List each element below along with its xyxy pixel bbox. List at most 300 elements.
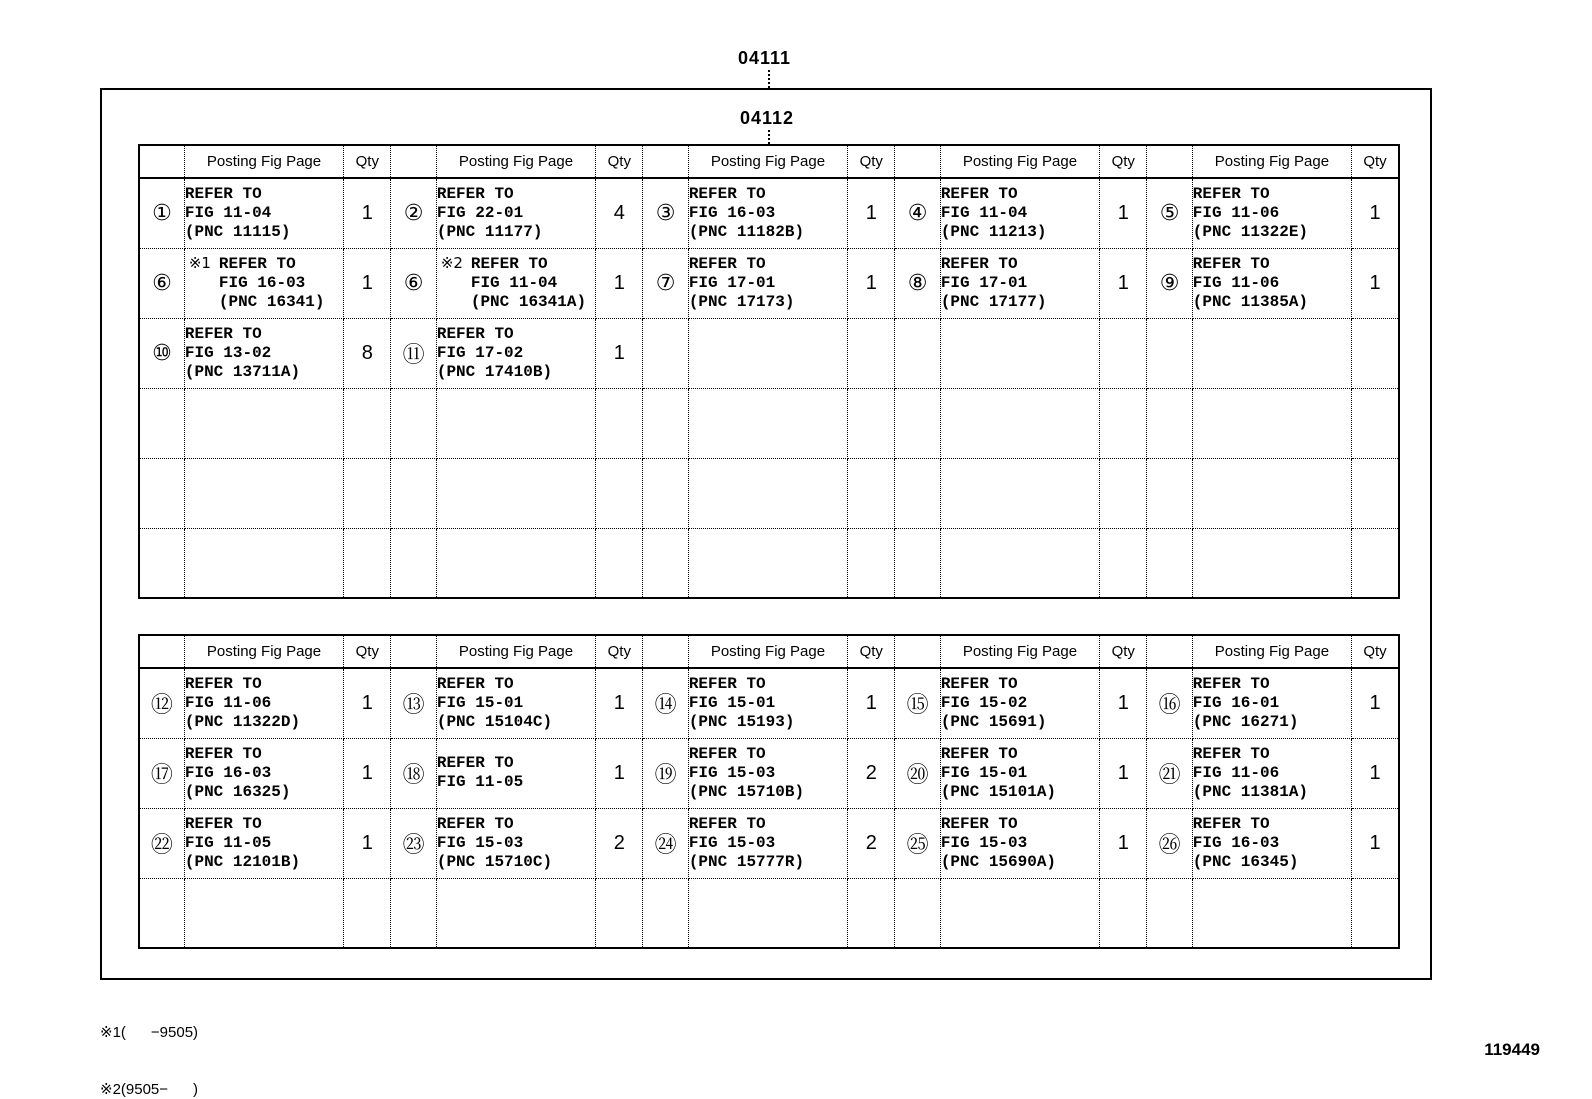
header-num (139, 145, 184, 178)
reference-text: REFER TO (1192, 184, 1270, 203)
quantity: 1 (848, 668, 895, 738)
header-qty: Qty (1100, 145, 1147, 178)
item-number: ㉑ (1147, 738, 1192, 808)
item-number: ㉔ (643, 808, 688, 878)
header-row (139, 635, 1399, 668)
reference-text: REFER TO (184, 184, 262, 203)
reference-cell (184, 388, 343, 458)
quantity (848, 318, 895, 388)
quantity (1352, 878, 1399, 948)
item-number: ㉖ (1147, 808, 1192, 878)
quantity: 1 (344, 738, 391, 808)
reference-text: FIG 17-01 (940, 273, 1028, 292)
reference-text: REFER TO (470, 255, 548, 273)
header-qty: Qty (344, 635, 391, 668)
item-number (391, 388, 436, 458)
reference-cell (1192, 388, 1351, 458)
quantity: 2 (596, 808, 643, 878)
item-number (1147, 528, 1192, 598)
header-posting-fig-page: Posting Fig Page (436, 145, 595, 178)
quantity: 2 (848, 808, 895, 878)
quantity (596, 528, 643, 598)
reference-cell (688, 878, 847, 948)
reference-text: FIG 11-04 (940, 203, 1028, 222)
reference-text: REFER TO (688, 814, 766, 833)
header-qty: Qty (596, 145, 643, 178)
reference-line (689, 204, 847, 223)
item-number: ⑥ (391, 248, 436, 318)
quantity (344, 388, 391, 458)
reference-text: REFER TO (436, 184, 514, 203)
reference-line (1193, 783, 1351, 802)
reference-text: (PNC 16271) (1192, 712, 1299, 731)
reference-text: FIG 11-06 (1192, 763, 1280, 782)
parts-table-top (138, 144, 1400, 599)
header-posting-fig-page: Posting Fig Page (940, 145, 1099, 178)
item-number (1147, 878, 1192, 948)
table-row (139, 248, 1399, 318)
reference-text: REFER TO (218, 255, 296, 273)
reference-line (437, 773, 595, 792)
table-row (139, 808, 1399, 878)
reference-text: REFER TO (940, 814, 1018, 833)
reference-text: REFER TO (1192, 814, 1270, 833)
reference-cell (940, 248, 1099, 318)
reference-cell (436, 668, 595, 738)
item-number (139, 458, 184, 528)
table-row (139, 668, 1399, 738)
reference-cell (688, 178, 847, 248)
reference-line (941, 713, 1099, 732)
reference-line (941, 834, 1099, 853)
quantity (344, 878, 391, 948)
header-posting-fig-page: Posting Fig Page (184, 635, 343, 668)
reference-line (689, 675, 847, 694)
reference-text: FIG 11-05 (436, 773, 524, 791)
table-row (139, 528, 1399, 598)
reference-text: FIG 15-02 (940, 693, 1028, 712)
reference-text: (PNC 17410B) (436, 362, 553, 381)
reference-text: (PNC 15691) (940, 712, 1047, 731)
reference-line (185, 713, 343, 732)
reference-cell (940, 178, 1099, 248)
reference-text: (PNC 17173) (688, 292, 795, 311)
drawing-number: 119449 (1484, 1040, 1540, 1059)
reference-text: REFER TO (1192, 744, 1270, 763)
reference-cell (184, 878, 343, 948)
header-qty: Qty (1352, 635, 1399, 668)
header-qty: Qty (596, 635, 643, 668)
reference-line (437, 754, 595, 773)
reference-line (185, 204, 343, 223)
item-number: ⑰ (139, 738, 184, 808)
item-number: ② (391, 178, 436, 248)
item-number (391, 528, 436, 598)
reference-cell (940, 318, 1099, 388)
reference-text: (PNC 17177) (940, 292, 1047, 311)
reference-cell (688, 668, 847, 738)
quantity: 1 (344, 668, 391, 738)
item-number: ⑨ (1147, 248, 1192, 318)
quantity: 1 (1352, 668, 1399, 738)
reference-cell (688, 528, 847, 598)
reference-line (437, 834, 595, 853)
reference-cell (940, 878, 1099, 948)
reference-line (1193, 745, 1351, 764)
item-number: ⑬ (391, 668, 436, 738)
reference-text: FIG 17-02 (436, 343, 524, 362)
quantity: 1 (344, 248, 391, 318)
item-number: ⑯ (1147, 668, 1192, 738)
reference-text: (PNC 11322E) (1192, 222, 1309, 241)
reference-line (185, 834, 343, 853)
quantity (596, 458, 643, 528)
reference-cell (940, 668, 1099, 738)
quantity (596, 878, 643, 948)
reference-text: REFER TO (688, 744, 766, 763)
reference-cell (688, 388, 847, 458)
reference-cell (1192, 318, 1351, 388)
reference-text: FIG 11-04 (184, 203, 272, 222)
table-row (139, 178, 1399, 248)
item-number (895, 458, 940, 528)
quantity: 8 (344, 318, 391, 388)
header-qty: Qty (848, 145, 895, 178)
quantity: 1 (1100, 248, 1147, 318)
reference-cell (436, 318, 595, 388)
reference-text: FIG 11-04 (470, 274, 558, 292)
reference-cell (940, 528, 1099, 598)
header-posting-fig-page: Posting Fig Page (688, 635, 847, 668)
reference-text: FIG 16-03 (218, 274, 306, 292)
item-number (391, 458, 436, 528)
reference-line (1193, 815, 1351, 834)
reference-cell (436, 878, 595, 948)
quantity: 1 (596, 318, 643, 388)
reference-text: (PNC 11115) (184, 222, 291, 241)
reference-line (185, 363, 343, 382)
reference-cell (184, 248, 343, 318)
quantity (1100, 388, 1147, 458)
reference-cell (436, 388, 595, 458)
reference-text: REFER TO (184, 674, 262, 693)
item-number (139, 388, 184, 458)
reference-line (941, 675, 1099, 694)
quantity (1352, 458, 1399, 528)
reference-cell (184, 808, 343, 878)
reference-text: (PNC 11182B) (688, 222, 805, 241)
label-04112: 04112 (740, 108, 795, 128)
reference-text: (PNC 15104C) (436, 712, 553, 731)
reference-text: FIG 15-03 (688, 763, 776, 782)
reference-text: REFER TO (1192, 254, 1270, 273)
reference-line (1193, 834, 1351, 853)
reference-line (185, 223, 343, 242)
quantity (344, 458, 391, 528)
reference-text: REFER TO (940, 254, 1018, 273)
item-number: ⑳ (895, 738, 940, 808)
reference-line (941, 204, 1099, 223)
reference-text: REFER TO (436, 324, 514, 343)
leader-line-04112 (768, 130, 770, 144)
item-number: ⑦ (643, 248, 688, 318)
reference-line (1193, 764, 1351, 783)
reference-cell (184, 178, 343, 248)
item-number: ⑪ (391, 318, 436, 388)
reference-cell (1192, 878, 1351, 948)
item-number: ㉓ (391, 808, 436, 878)
quantity (848, 878, 895, 948)
reference-text: (PNC 16341A) (470, 293, 587, 311)
reference-line (941, 293, 1099, 312)
reference-text: FIG 11-06 (184, 693, 272, 712)
table-row (139, 458, 1399, 528)
reference-line (941, 853, 1099, 872)
reference-cell (688, 808, 847, 878)
header-posting-fig-page: Posting Fig Page (688, 145, 847, 178)
quantity: 1 (848, 178, 895, 248)
reference-line (941, 274, 1099, 293)
reference-line (437, 815, 595, 834)
item-number (1147, 388, 1192, 458)
reference-text: REFER TO (436, 674, 514, 693)
header-num (895, 635, 940, 668)
table-row (139, 738, 1399, 808)
quantity: 1 (1100, 738, 1147, 808)
reference-line (1193, 255, 1351, 274)
reference-line (185, 853, 343, 872)
reference-cell (1192, 458, 1351, 528)
header-qty: Qty (1352, 145, 1399, 178)
quantity: 1 (1352, 738, 1399, 808)
reference-line (437, 185, 595, 204)
reference-text: FIG 11-05 (184, 833, 272, 852)
reference-line (185, 694, 343, 713)
reference-text: (PNC 11177) (436, 222, 543, 241)
item-number: ⑮ (895, 668, 940, 738)
quantity: 1 (596, 738, 643, 808)
reference-text: (PNC 16341) (218, 293, 325, 311)
reference-line (437, 363, 595, 382)
reference-cell (436, 738, 595, 808)
header-num (391, 145, 436, 178)
reference-line (185, 745, 343, 764)
item-number (643, 458, 688, 528)
quantity: 1 (848, 248, 895, 318)
reference-text: REFER TO (940, 184, 1018, 203)
reference-text: FIG 11-06 (1192, 203, 1280, 222)
reference-line (189, 274, 343, 293)
quantity (848, 528, 895, 598)
reference-line (941, 223, 1099, 242)
header-num (139, 635, 184, 668)
reference-text: FIG 22-01 (436, 203, 524, 222)
reference-text: (PNC 11385A) (1192, 292, 1309, 311)
reference-text: (PNC 13711A) (184, 362, 301, 381)
header-num (391, 635, 436, 668)
reference-line (185, 675, 343, 694)
reference-line (689, 853, 847, 872)
item-number (1147, 458, 1192, 528)
reference-cell (1192, 668, 1351, 738)
reference-line (689, 185, 847, 204)
item-number (895, 388, 940, 458)
reference-line (941, 815, 1099, 834)
reference-cell (436, 528, 595, 598)
reference-line (441, 293, 595, 312)
reference-line (689, 834, 847, 853)
reference-text: (PNC 15710C) (436, 852, 553, 871)
header-qty: Qty (344, 145, 391, 178)
reference-line (1193, 274, 1351, 293)
item-number: ㉕ (895, 808, 940, 878)
header-posting-fig-page: Posting Fig Page (940, 635, 1099, 668)
reference-cell (688, 318, 847, 388)
reference-cell (940, 388, 1099, 458)
quantity (1100, 528, 1147, 598)
reference-cell (184, 528, 343, 598)
item-number (643, 318, 688, 388)
reference-text: FIG 15-01 (940, 763, 1028, 782)
item-number: ⑤ (1147, 178, 1192, 248)
reference-cell (940, 808, 1099, 878)
footnotes (100, 985, 198, 1099)
reference-line (437, 223, 595, 242)
header-posting-fig-page: Posting Fig Page (184, 145, 343, 178)
header-posting-fig-page: Posting Fig Page (1192, 145, 1351, 178)
reference-line (185, 325, 343, 344)
reference-cell (184, 668, 343, 738)
reference-line (437, 675, 595, 694)
reference-cell (1192, 178, 1351, 248)
reference-line (437, 344, 595, 363)
item-number (895, 878, 940, 948)
reference-line (1193, 713, 1351, 732)
reference-line (689, 764, 847, 783)
reference-cell (1192, 528, 1351, 598)
reference-text: REFER TO (184, 744, 262, 763)
reference-cell (436, 178, 595, 248)
item-number (895, 528, 940, 598)
reference-line (185, 764, 343, 783)
quantity (848, 388, 895, 458)
header-qty: Qty (848, 635, 895, 668)
reference-text: FIG 16-03 (184, 763, 272, 782)
reference-cell (940, 738, 1099, 808)
quantity: 1 (596, 248, 643, 318)
item-number: ① (139, 178, 184, 248)
item-number (643, 878, 688, 948)
reference-line (689, 274, 847, 293)
reference-cell (184, 318, 343, 388)
reference-line (941, 764, 1099, 783)
quantity: 1 (1100, 178, 1147, 248)
item-number: ⑫ (139, 668, 184, 738)
item-number: ⑭ (643, 668, 688, 738)
reference-line (1193, 293, 1351, 312)
reference-line (185, 185, 343, 204)
reference-line (441, 254, 595, 274)
reference-cell (184, 738, 343, 808)
reference-text: REFER TO (184, 324, 262, 343)
reference-line (437, 325, 595, 344)
reference-line (185, 783, 343, 802)
quantity (344, 528, 391, 598)
header-num (895, 145, 940, 178)
reference-cell (1192, 808, 1351, 878)
reference-line (689, 815, 847, 834)
reference-text: FIG 11-06 (1192, 273, 1280, 292)
item-number: ⑥ (139, 248, 184, 318)
quantity: 1 (344, 808, 391, 878)
reference-text: (PNC 15101A) (940, 782, 1057, 801)
note-marker: ※2 (440, 254, 463, 272)
item-number: ㉒ (139, 808, 184, 878)
reference-line (689, 255, 847, 274)
item-number: ③ (643, 178, 688, 248)
reference-line (689, 694, 847, 713)
item-number (643, 528, 688, 598)
reference-line (941, 255, 1099, 274)
item-number (643, 388, 688, 458)
reference-cell (184, 458, 343, 528)
reference-text: REFER TO (940, 674, 1018, 693)
reference-cell (436, 248, 595, 318)
quantity: 4 (596, 178, 643, 248)
reference-text: (PNC 11381A) (1192, 782, 1309, 801)
quantity: 1 (1352, 808, 1399, 878)
quantity: 1 (344, 178, 391, 248)
reference-line (941, 185, 1099, 204)
header-row (139, 145, 1399, 178)
reference-line (941, 783, 1099, 802)
header-posting-fig-page: Posting Fig Page (436, 635, 595, 668)
reference-text: REFER TO (940, 744, 1018, 763)
parts-table-bottom (138, 634, 1400, 949)
table-row (139, 318, 1399, 388)
reference-cell (436, 808, 595, 878)
reference-text: REFER TO (436, 754, 514, 772)
header-posting-fig-page: Posting Fig Page (1192, 635, 1351, 668)
item-number: ⑩ (139, 318, 184, 388)
item-number: ⑱ (391, 738, 436, 808)
item-number (139, 878, 184, 948)
item-number: ④ (895, 178, 940, 248)
reference-cell (940, 458, 1099, 528)
item-number: ⑧ (895, 248, 940, 318)
quantity (596, 388, 643, 458)
reference-text: FIG 15-01 (436, 693, 524, 712)
reference-line (689, 713, 847, 732)
reference-text: (PNC 15193) (688, 712, 795, 731)
reference-text: (PNC 15710B) (688, 782, 805, 801)
quantity: 1 (1100, 668, 1147, 738)
header-num (643, 635, 688, 668)
reference-text: REFER TO (436, 814, 514, 833)
reference-line (941, 694, 1099, 713)
reference-text: (PNC 16345) (1192, 852, 1299, 871)
reference-text: (PNC 11322D) (184, 712, 301, 731)
reference-line (437, 853, 595, 872)
reference-line (437, 713, 595, 732)
quantity (848, 458, 895, 528)
header-qty: Qty (1100, 635, 1147, 668)
reference-text: (PNC 15777R) (688, 852, 805, 871)
reference-line (437, 694, 595, 713)
quantity: 2 (848, 738, 895, 808)
reference-text: FIG 16-01 (1192, 693, 1280, 712)
reference-text: FIG 13-02 (184, 343, 272, 362)
